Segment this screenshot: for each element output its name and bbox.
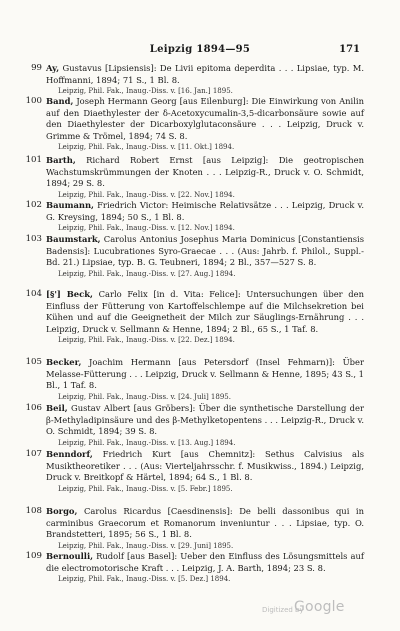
entry-body: Gustav Albert [aus Gröbers]: Über die synthetische Darstellung der β-Methyladipinsäure und des β-Methylketopentens . . . Leipzig-R., Druck v. O. Schmidt, 1894; 39 S. 8. — [46, 403, 364, 437]
entry-text — [46, 155, 364, 200]
entry-name: Becker, — [46, 357, 82, 367]
entry-name: Bernoulli, — [46, 551, 94, 561]
entry-number: 107 — [25, 449, 42, 459]
entry-name: Borgo, — [46, 506, 78, 516]
entry-number: 108 — [25, 506, 42, 516]
entry-body: Joachim Hermann [aus Petersdorf (Insel Fehmarn)]: Über Melasse-Fütterung . . . Leipzig, Druck v. Sellmann & Henne, 1895; 43 S., 1 Bl., 1 Taf. 8. — [46, 357, 364, 391]
entry-dissertation: Leipzig, Phil. Fak., Inaug.-Diss. v. [13. Aug.] 1894. — [58, 438, 236, 447]
entry-name: Ay, — [46, 63, 60, 73]
entry-name: Baumann, — [46, 200, 94, 210]
entry-name: Baumstark, — [46, 234, 101, 244]
entry-number: 106 — [25, 403, 42, 413]
entry-text — [46, 200, 364, 233]
entry-dissertation: Leipzig, Phil. Fak., Inaug.-Diss. v. [5. Febr.] 1895. — [58, 484, 233, 493]
entry-name: Benndorf, — [46, 449, 93, 459]
entry-body: Carolus Ricardus [Caesdinensis]: De belli dassonibus qui in carminibus Graecorum et Romanorum inveniuntur . . . Lipsiae, typ. O. Brandstetteri, 1895; 56 S., 1 Bl. 8. — [46, 506, 364, 540]
entry-number: 99 — [31, 63, 42, 73]
entry-body: Joseph Hermann Georg [aus Eilenburg]: Die Einwirkung von Anilin auf den Diaethylester der δ-Acetoxycumalin-3,5-dicarbonsäure sowie auf den Diaethylester der Dicarboxylglutaconsäure . . . Leipzig, Druck v. Grimme & Trömel, 1894; 74 S. 8. — [46, 96, 364, 141]
entry-dissertation: Leipzig, Phil. Fak., Inaug.-Diss. v. [5. Dez.] 1894. — [58, 575, 231, 584]
page-header — [0, 44, 400, 58]
entry-number: 105 — [25, 357, 42, 367]
entry-dissertation: Leipzig, Phil. Fak., Inaug.-Diss. v. [24. Juli] 1895. — [58, 392, 231, 401]
entry-body: Carolus Antonius Josephus Maria Dominicus [Constantiensis Badensis]: Lucubrationes Syro-Graecae . . . (Aus: Jahrb. f. Philol., Suppl.-Bd. 21.) Lipsiae, typ. B. G. Teubneri, 1894; 2 Bl., 357—527 S. 8. — [46, 234, 365, 268]
page-number: 171 — [339, 44, 360, 55]
entry-name: Band, — [46, 96, 74, 106]
running-title: Leipzig 1894—95 — [149, 44, 251, 55]
entry-text — [46, 63, 364, 96]
entry-number: 104 — [25, 289, 42, 299]
entry-dissertation: Leipzig, Phil. Fak., Inaug.-Diss. v. [29. Juni] 1895. — [58, 541, 234, 550]
entry-body: Richard Robert Ernst [aus Leipzig]: Die geotropischen Wachstumskrümmungen der Knoten . . . Leipzig-R., Druck v. O. Schmidt, 1894; 29 S. 8. — [46, 155, 364, 189]
entry-number: 109 — [25, 551, 42, 561]
watermark-prefix: Digitized by — [262, 606, 304, 614]
entry-name: Beil, — [46, 403, 68, 413]
entry-dissertation: Leipzig, Phil. Fak., Inaug.-Diss. v. [27. Aug.] 1894. — [58, 269, 236, 278]
entry-text — [46, 551, 364, 584]
entry-name: [§'] Beck, — [46, 289, 93, 299]
entry-number: 102 — [25, 200, 42, 210]
entry-text — [46, 96, 364, 152]
entry-number: 100 — [25, 96, 42, 106]
entry-dissertation: Leipzig, Phil. Fak., Inaug.-Diss. v. [22. Nov.] 1894. — [58, 190, 235, 199]
entry-text — [46, 506, 364, 551]
entry-body: Carlo Felix [in d. Vita: Felice]: Untersuchungen über den Einfluss der Fütterung von Kartoffelschlempe auf die Milchsekretion bei Kühen und auf die Geeignetheit der Milch zur Säuglings-Ernährung . . . Leipzig, Druck v. Sellmann & Henne, 1894; 2 Bl., 65 S., 1 Taf. 8. — [46, 289, 364, 334]
entry-text — [46, 234, 364, 279]
entry-number: 103 — [25, 234, 42, 244]
watermark-brand: Google — [294, 599, 345, 615]
entry-body: Gustavus [Lipsiensis]: De Livii epitoma deperdita . . . Lipsiae, typ. M. Hoffmanni, 1894; 71 S., 1 Bl. 8. — [46, 63, 364, 85]
entry-body: Friedrich Kurt [aus Chemnitz]: Sethus Calvisius als Musiktheoretiker . . . (Aus: Vierteljahrsschr. f. Musikwiss., 1894.) Leipzig, Druck v. Breitkopf & Härtel, 1894; 64 S., 1 Bl. 8. — [46, 449, 365, 483]
entry-body: Friedrich Victor: Heimische Relativsätze . . . Leipzig, Druck v. G. Kreysing, 1894; 50 S., 1 Bl. 8. — [46, 200, 364, 222]
entry-dissertation: Leipzig, Phil. Fak., Inaug.-Diss. v. [22. Dez.] 1894. — [58, 336, 235, 345]
entry-name: Barth, — [46, 155, 76, 165]
entry-dissertation: Leipzig, Phil. Fak., Inaug.-Diss. v. [11. Okt.] 1894. — [58, 143, 235, 152]
entry-text — [46, 449, 364, 494]
entry-text — [46, 403, 364, 448]
entry-number: 101 — [25, 155, 42, 165]
entry-dissertation: Leipzig, Phil. Fak., Inaug.-Diss. v. [16. Jan.] 1895. — [58, 87, 233, 96]
entry-text — [46, 357, 364, 402]
entry-dissertation: Leipzig, Phil. Fak., Inaug.-Diss. v. [12. Nov.] 1894. — [58, 224, 235, 233]
google-watermark — [262, 598, 382, 620]
entry-body: Rudolf [aus Basel]: Ueber den Einfluss des Lösungsmittels auf die electromotorische Kraft . . . Leipzig, J. A. Barth, 1894; 23 S. 8. — [46, 551, 364, 573]
entry-text — [46, 289, 364, 345]
